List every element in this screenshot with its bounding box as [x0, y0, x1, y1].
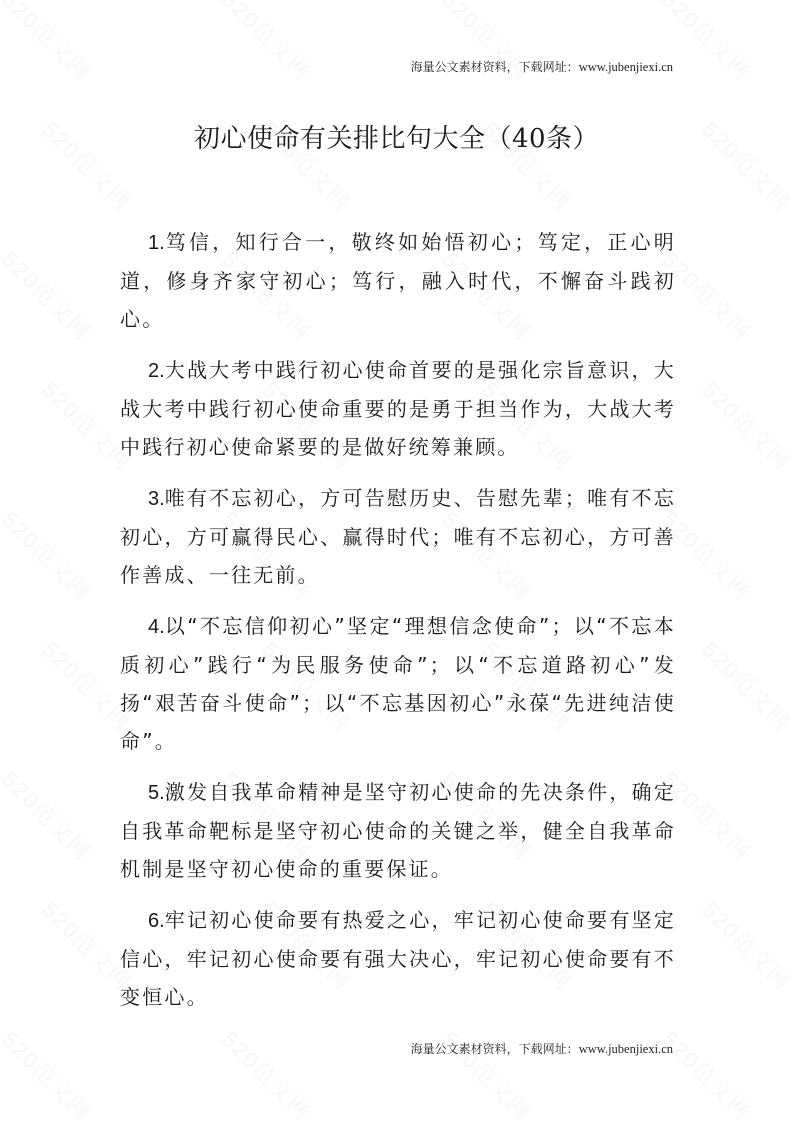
- item-number: 3.: [148, 488, 165, 510]
- item-text: 以“不忘信仰初心”坚定“理想信念使命”；以“不忘本质初心”践行“为民服务使命”；以“不忘道路初心”发扬“艰苦奋斗使命”；以“不忘基因初心”永葆“先进纯洁使命”。: [120, 614, 676, 753]
- item-number: 6.: [148, 910, 165, 932]
- header-site-url[interactable]: www.jubenjiexi.cn: [578, 60, 673, 74]
- item-number: 1.: [148, 232, 165, 254]
- item-text: 唯有不忘初心，方可告慰历史、告慰先辈；唯有不忘初心，方可赢得民心、赢得时代；唯有不忘初心，方可善作善成、一往无前。: [120, 486, 676, 587]
- watermark-text: [0, 0, 99, 87]
- page-title: 初心使命有关排比句大全（40条）: [193, 124, 600, 154]
- watermark-text: [216, 1024, 319, 1122]
- watermark-text: [696, 894, 793, 997]
- watermark-text: [0, 244, 99, 347]
- list-item-3: [120, 479, 676, 594]
- item-number: 5.: [148, 782, 165, 804]
- watermark-text: [696, 374, 793, 477]
- header-site-link[interactable]: [411, 58, 673, 75]
- list-item-4: [120, 607, 676, 760]
- watermark-text: [216, 0, 319, 87]
- list-item-5: [120, 773, 676, 888]
- document-body: [120, 223, 676, 1029]
- item-text: 牢记初心使命要有热爱之心，牢记初心使命要有坚定信心，牢记初心使命要有强大决心，牢记初心使命要有不变恒心。: [120, 908, 676, 1009]
- item-number: 2.: [148, 360, 165, 382]
- footer-site-text: 海量公文素材资料，下载网址：: [410, 1042, 579, 1056]
- item-number: 4.: [148, 616, 165, 638]
- watermark-text: [0, 504, 99, 607]
- item-text: 大战大考中践行初心使命首要的是强化宗旨意识，大战大考中践行初心使命重要的是勇于担当作为，大战大考中践行初心使命紧要的是做好统筹兼顾。: [120, 358, 676, 459]
- footer-site-url[interactable]: www.jubenjiexi.cn: [578, 1042, 673, 1056]
- list-item-6: [120, 901, 676, 1016]
- watermark-text: [0, 1024, 99, 1122]
- watermark-text: [0, 764, 99, 867]
- list-item-1: [120, 223, 676, 338]
- footer-site-link[interactable]: [411, 1040, 673, 1057]
- item-text: 笃信，知行合一，敬终如始悟初心；笃定，正心明道，修身齐家守初心；笃行，融入时代，不懈奋斗践初心。: [120, 230, 676, 331]
- header-site-text: 海量公文素材资料，下载网址：: [410, 60, 579, 74]
- watermark-text: [436, 1024, 539, 1122]
- watermark-text: [696, 634, 793, 737]
- list-item-2: [120, 351, 676, 466]
- item-text: 激发自我革命精神是坚守初心使命的先决条件，确定自我革命靶标是坚守初心使命的关键之举，健全自我革命机制是坚守初心使命的重要保证。: [120, 780, 676, 881]
- watermark-text: [656, 1024, 759, 1122]
